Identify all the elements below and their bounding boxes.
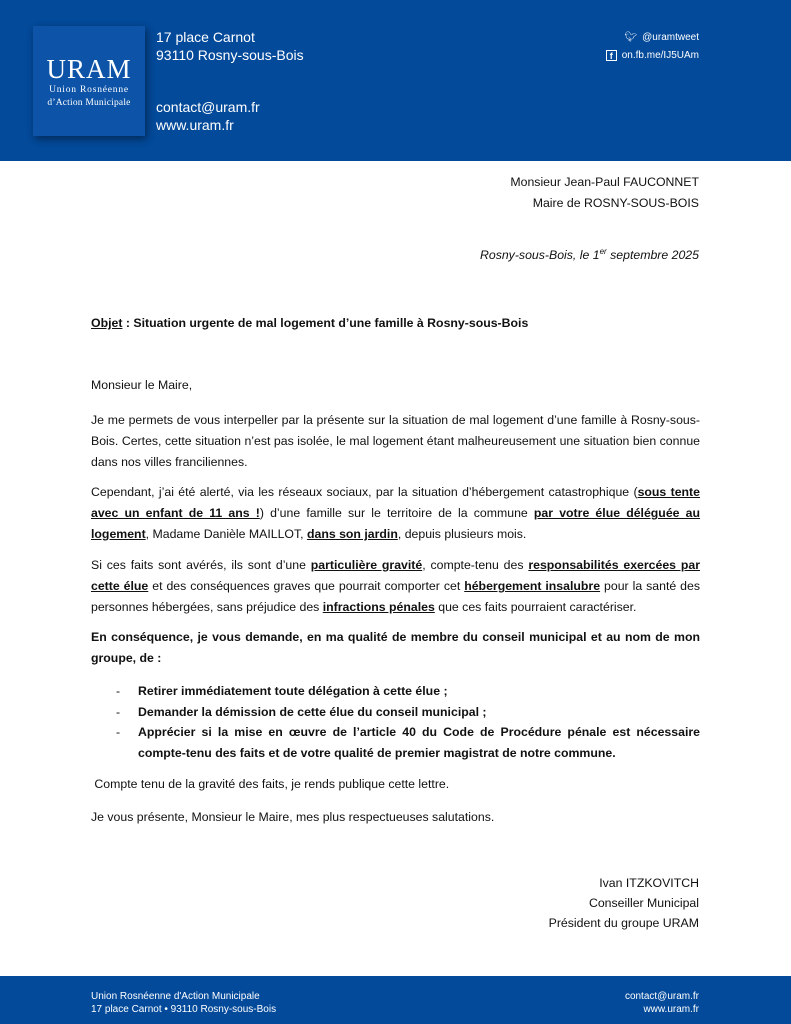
- p3-text: que ces faits pourraient caractériser.: [434, 600, 637, 614]
- p3-text: Si ces faits sont avérés, ils sont d’une: [91, 558, 311, 572]
- p3-text: , compte-tenu des: [422, 558, 529, 572]
- p3-emphasis: infractions pénales: [322, 600, 435, 614]
- facebook-icon: f: [606, 50, 617, 61]
- letter-date: [480, 248, 699, 262]
- bullet-dash: -: [116, 684, 121, 698]
- paragraph-4: En conséquence, je vous demande, en ma qualité de membre du conseil municipal et au nom de mon groupe, de :: [91, 630, 700, 665]
- twitter-handle: @uramtweet: [642, 32, 699, 43]
- p2-emphasis: sous tente avec un enfant de 11 ans !: [91, 485, 700, 520]
- p2-text: Cependant, j’ai été alerté, via les réseaux sociaux, par la situation d’hébergement catastrophique (: [91, 485, 638, 499]
- date-suffix: septembre 2025: [606, 248, 699, 262]
- subject-text: Situation urgente de mal logement d’une famille à Rosny-sous-Bois: [133, 316, 529, 330]
- subject-line: [91, 313, 700, 334]
- uram-logo: [33, 26, 145, 136]
- p3-emphasis: particulière gravité: [310, 558, 423, 572]
- twitter-bird-icon: 🐦︎: [624, 32, 638, 43]
- demand-item: [91, 722, 700, 763]
- demand-item: [91, 681, 700, 702]
- facebook-url: on.fb.me/IJ5UAm: [621, 50, 699, 61]
- signature-name: Ivan ITZKOVITCH: [599, 876, 699, 890]
- footer-right: [625, 990, 699, 1016]
- subject-label: Objet: [91, 316, 123, 330]
- demand-text: Demander la démission de cette élue du conseil municipal ;: [138, 704, 487, 719]
- page-footer: [0, 976, 791, 1024]
- footer-org: Union Rosnéenne d'Action Municipale: [91, 991, 260, 1002]
- letterhead: [0, 0, 791, 161]
- logo-line2: d’Action Municipale: [47, 98, 131, 108]
- twitter-link[interactable]: [624, 31, 699, 44]
- p2-emphasis: dans son jardin: [306, 527, 398, 541]
- recipient-name: Monsieur Jean-Paul FAUCONNET: [510, 175, 699, 189]
- bullet-dash: -: [116, 704, 121, 719]
- p2-text: ) d’une famille sur le territoire de la commune: [259, 506, 534, 520]
- signature-group: Président du groupe URAM: [548, 916, 699, 930]
- salutation: Monsieur le Maire,: [91, 378, 193, 392]
- footer-website[interactable]: www.uram.fr: [643, 1004, 699, 1015]
- recipient-title: Maire de ROSNY-SOUS-BOIS: [532, 196, 699, 210]
- header-email[interactable]: contact@uram.fr: [156, 99, 260, 115]
- header-address-line1: 17 place Carnot: [156, 29, 255, 45]
- paragraph-6: Je vous présente, Monsieur le Maire, mes plus respectueuses salutations.: [91, 810, 495, 824]
- paragraph-3: [91, 555, 700, 618]
- p2-text: , depuis plusieurs mois.: [397, 527, 527, 541]
- p3-emphasis: hébergement insalubre: [464, 579, 601, 593]
- logo-acronym: URAM: [46, 54, 132, 84]
- footer-left: [91, 990, 276, 1016]
- p2-text: , Madame Danièle MAILLOT,: [145, 527, 307, 541]
- logo-line1: Union Rosnéenne: [49, 85, 129, 95]
- facebook-link[interactable]: [606, 49, 699, 62]
- date-prefix: Rosny-sous-Bois, le 1: [479, 248, 600, 262]
- header-address-line2: 93110 Rosny-sous-Bois: [156, 47, 304, 63]
- demands-list: [91, 681, 700, 763]
- paragraph-5: Compte tenu de la gravité des faits, je rends publique cette lettre.: [91, 777, 450, 791]
- p2-emphasis: par votre élue déléguée au logement: [91, 506, 701, 541]
- header-website[interactable]: www.uram.fr: [156, 117, 234, 133]
- demand-text: Apprécier si la mise en œuvre de l’article 40 du Code de Procédure pénale est nécessaire compte-tenu des faits et de votre qualité de premier magistrat de notre commune.: [138, 725, 700, 760]
- demand-item: [91, 702, 700, 723]
- date-sup: er: [599, 246, 607, 256]
- p3-text: pour la santé des personnes hébergées, sans préjudice des: [91, 579, 700, 614]
- demand-text: Retirer immédiatement toute délégation à cette élue ;: [138, 684, 448, 698]
- footer-email[interactable]: contact@uram.fr: [624, 991, 699, 1002]
- footer-address: 17 place Carnot • 93110 Rosny-sous-Bois: [91, 1004, 277, 1015]
- bullet-dash: -: [116, 725, 121, 739]
- signature-role: Conseiller Municipal: [588, 896, 699, 910]
- subject-separator: :: [122, 316, 134, 330]
- paragraph-1: Je me permets de vous interpeller par la présente sur la situation de mal logement d’une famille à Rosny-sous-Bois. Certes, cette situation n’est pas isolée, le mal logement étant malheureusement une situation bien connue dans nos villes franciliennes.: [91, 413, 700, 469]
- paragraph-2: [91, 482, 700, 545]
- p3-text: et des conséquences graves que pourrait comporter cet: [148, 579, 465, 593]
- p3-emphasis: responsabilités exercées par cette élue: [91, 558, 700, 593]
